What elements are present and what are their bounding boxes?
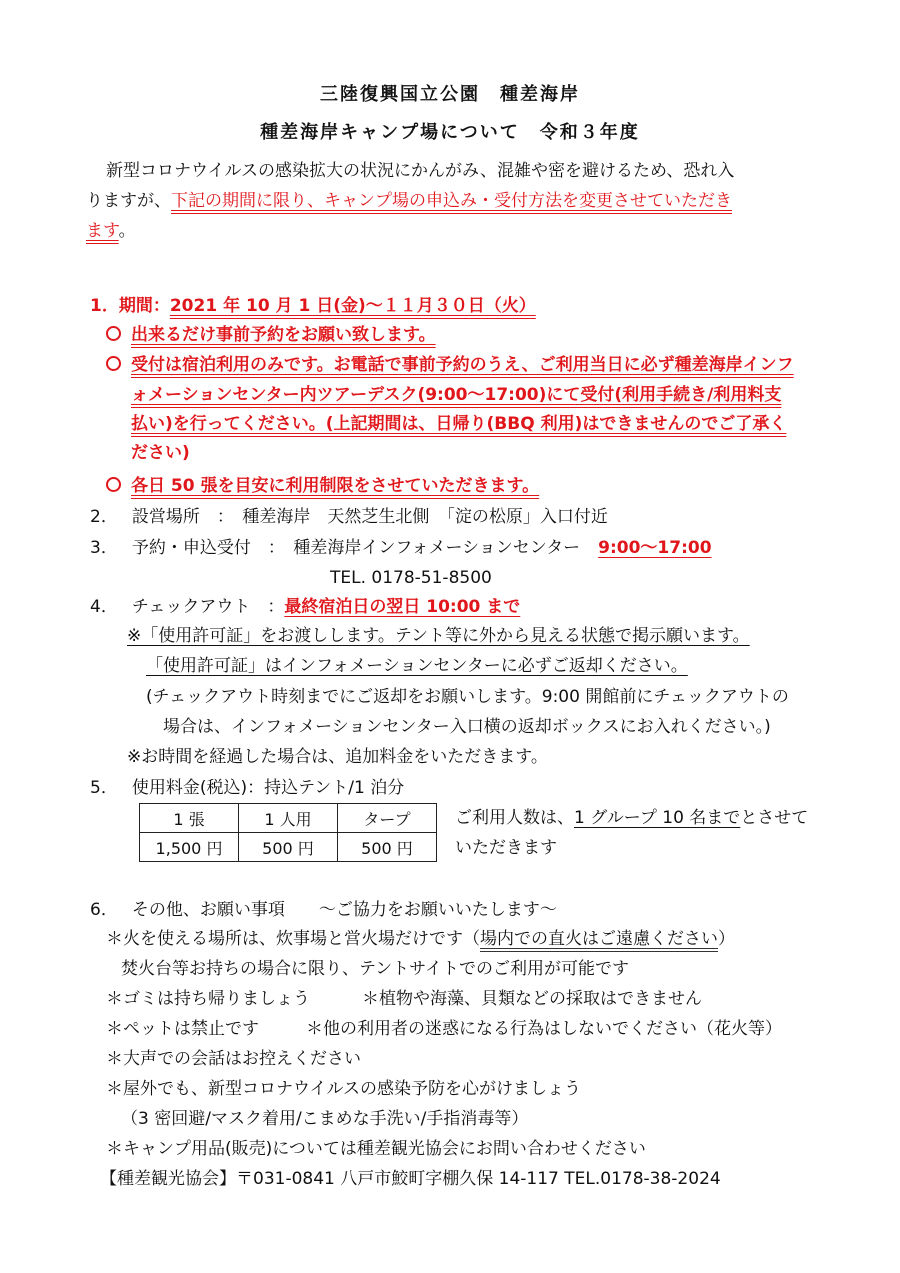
s5-row: [90, 774, 404, 803]
s4-row: [90, 593, 520, 622]
fee-table-value-row: [140, 833, 437, 862]
intro-line3: [86, 217, 136, 246]
s3-hours: 9:00～17:00: [598, 538, 712, 558]
s3-tel: TEL. 0178-51-8500: [330, 568, 492, 588]
circle-icon: [106, 477, 121, 492]
s1-bullet-1: [106, 321, 436, 350]
s6-item-1: [106, 925, 735, 954]
s6-item-5: ＊大声での会話はお控えください: [106, 1049, 361, 1069]
fee-table: [139, 803, 437, 862]
s6-num: 6．: [90, 900, 118, 920]
s3-row: [90, 534, 712, 563]
fee-header-cell: 1 張: [140, 804, 239, 833]
s4-note-3: (チェックアウト時刻までにご返却をお願いします。9:00 開館前にチェックアウトの: [146, 687, 789, 707]
s6-item-4b: ＊他の利用者の迷惑になる行為はしないでください（花火等）: [306, 1019, 782, 1039]
s6-item-3b: ＊植物や海藻、貝類などの採取はできません: [362, 989, 702, 1009]
s5-note-prefix: ご利用人数は、: [455, 808, 574, 828]
s1-b2-l3: 払い)を行ってください。(上記期間は、日帰り(BBQ 利用)はできませんのでご了承く: [131, 414, 787, 434]
s1-heading-num: 1．期間：: [90, 296, 170, 316]
s5-note-line1: [455, 804, 808, 833]
s5-label: 使用料金(税込)：持込テント/1 泊分: [131, 778, 405, 798]
title-line1: 三陸復興国立公園 種差海岸: [320, 84, 580, 105]
fee-header-cell: タープ: [338, 804, 437, 833]
circle-icon: [106, 356, 121, 371]
intro-line3-red: ます: [86, 221, 119, 241]
s2-num: 2．: [90, 507, 118, 527]
circle-icon: [106, 326, 121, 341]
fee-table-header-row: [140, 804, 437, 833]
s3-label: 予約・申込受付 ： 種差海岸インフォメーションセンター: [131, 538, 581, 558]
intro-line1: 新型コロナウイルスの感染拡大の状況にかんがみ、混雑や密を避けるため、恐れ入: [106, 161, 735, 181]
s1-bullet-3: [106, 472, 539, 501]
s4-note-4: 場合は、インフォメーションセンター入口横の返却ボックスにお入れください。): [163, 717, 771, 737]
s6-item-3a: ＊ゴミは持ち帰りましょう: [106, 989, 310, 1009]
intro-line2-red: 下記の期間に限り、キャンプ場の申込み・受付方法を変更させていただき: [171, 191, 732, 211]
intro-line2: [86, 187, 732, 216]
s6-item-2: 焚火台等お持ちの場合に限り、テントサイトでのご利用が可能です: [121, 959, 629, 979]
s4-note-1: ※「使用許可証」をお渡しします。テント等に外から見える状態で掲示願います。: [127, 626, 750, 646]
s2-row: [90, 503, 608, 532]
s6-row: [90, 896, 557, 925]
s4-num: 4．: [90, 597, 118, 617]
s6-i1-underlined: 場内での直火はご遠慮ください: [480, 929, 718, 949]
s6-i1-prefix: ＊火を使える場所は、炊事場と営火場だけです（: [106, 929, 480, 949]
intro-line3-suffix: 。: [118, 221, 136, 241]
s5-note-suffix: とさせて: [740, 808, 809, 828]
s5-num: 5．: [90, 778, 118, 798]
s3-num: 3．: [90, 538, 118, 558]
s1-b2-l4: ださい): [131, 443, 190, 463]
s4-time: 最終宿泊日の翌日 10:00 まで: [284, 597, 521, 617]
s5-note-underlined: 1 グループ 10 名まで: [574, 808, 741, 828]
s1-heading: [90, 292, 536, 321]
contact-line: 【種差観光協会】〒031-0841 八戸市鮫町字棚久保 14-117 TEL.0178-38-2024: [100, 1169, 721, 1189]
fee-header-cell: 1 人用: [239, 804, 338, 833]
s4-note-2: 「使用許可証」はインフォメーションセンターに必ずご返却ください。: [146, 656, 688, 676]
s1-b3-text: 各日 50 張を目安に利用制限をさせていただきます。: [131, 476, 540, 496]
s1-heading-date: 2021 年 10 月 1 日(金)～１１月３０日（火）: [169, 296, 536, 316]
s6-item-4a: ＊ペットは禁止です: [106, 1019, 259, 1039]
intro-line2-prefix: りますが、: [86, 191, 171, 211]
s2-label: 設営場所 ： 種差海岸 天然芝生北側 「淀の松原」入口付近: [131, 507, 608, 527]
fee-value-cell: 500 円: [338, 833, 437, 862]
s5-note-line2: いただきます: [455, 838, 557, 858]
fee-value-cell: 500 円: [239, 833, 338, 862]
fee-value-cell: 1,500 円: [140, 833, 239, 862]
s6-item-7: （3 密回避/マスク着用/こまめな手洗い/手指消毒等）: [121, 1109, 529, 1129]
s4-note-5: ※お時間を経過した場合は、追加料金をいただきます。: [127, 747, 548, 767]
s6-label: その他、お願い事項 ～ご協力をお願いいたします～: [131, 900, 557, 920]
title-line2: 種差海岸キャンプ場について 令和３年度: [260, 122, 640, 143]
s1-bullet-2: [106, 351, 794, 380]
s6-item-6: ＊屋外でも、新型コロナウイルスの感染予防を心がけましょう: [106, 1079, 581, 1099]
s6-i1-suffix: ）: [718, 929, 735, 949]
s6-item-8: ＊キャンプ用品(販売)については種差観光協会にお問い合わせください: [106, 1139, 646, 1159]
s1-b2-l1: 受付は宿泊利用のみです。お電話で事前予約のうえ、ご利用当日に必ず種差海岸インフ: [131, 355, 794, 375]
s4-label: チェックアウト ：: [131, 597, 285, 617]
s1-b2-l2: ォメーションセンター内ツアーデスク(9:00～17:00)にて受付(利用手続き/利用料支: [131, 385, 782, 405]
s1-b1-text: 出来るだけ事前予約をお願い致します。: [131, 325, 436, 345]
